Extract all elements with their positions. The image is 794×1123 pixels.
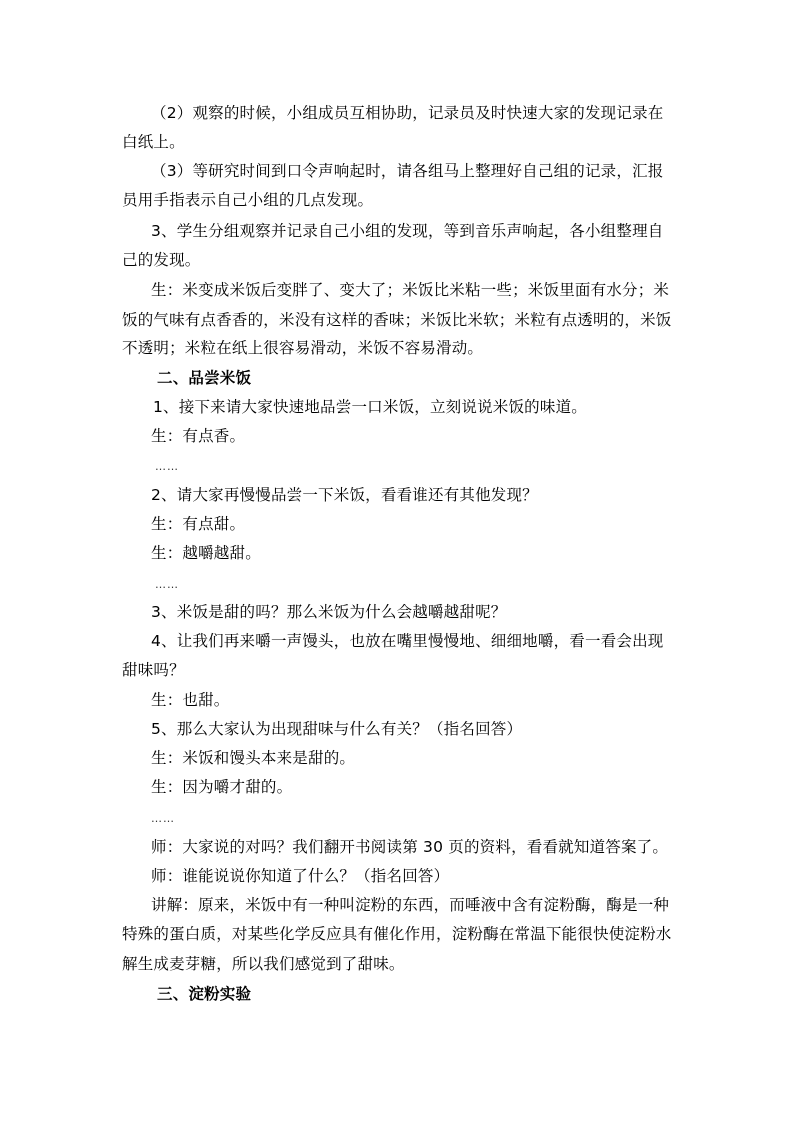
paragraph-line: 2、请大家再慢慢品尝一下米饭，看看谁还有其他发现？ xyxy=(151,486,538,504)
paragraph-line: 师：谁能说说你知道了什么？（指名回答） xyxy=(151,867,450,885)
paragraph-line: 生：也甜。 xyxy=(151,691,230,709)
paragraph-line: 讲解：原来，米饭中有一种叫淀粉的东西，而唾液中含有淀粉酶，酶是一种 xyxy=(151,896,670,914)
paragraph-line: 不透明；米粒在纸上很容易滑动，米饭不容易滑动。 xyxy=(122,339,484,357)
paragraph-line: 3、米饭是甜的吗？那么米饭为什么会越嚼越甜呢？ xyxy=(151,603,507,621)
paragraph-line: 4、让我们再来嚼一声馒头，也放在嘴里慢慢地、细细地嚼，看一看会出现 xyxy=(151,632,664,650)
paragraph-line: 特殊的蛋白质，对某些化学反应具有催化作用，淀粉酶在常温下能很快使淀粉水 xyxy=(122,925,672,943)
paragraph-line: 员用手指表示自己小组的几点发现。 xyxy=(122,191,374,209)
section-heading: 二、品尝米饭 xyxy=(157,369,252,387)
ellipsis: …… xyxy=(155,460,179,473)
paragraph-line: 白纸上。 xyxy=(122,133,185,151)
paragraph-line: （2）观察的时候，小组成员互相协助，记录员及时快速大家的发现记录在 xyxy=(151,104,664,122)
ellipsis: …… xyxy=(151,812,175,825)
paragraph-line: 生：有点香。 xyxy=(151,427,246,445)
paragraph-line: 3、学生分组观察并记录自己小组的发现，等到音乐声响起，各小组整理自 xyxy=(151,222,664,240)
paragraph-line: 师：大家说的对吗？我们翻开书阅读第 30 页的资料，看看就知道答案了。 xyxy=(151,838,669,856)
paragraph-line: 甜味吗？ xyxy=(122,661,185,679)
paragraph-line: 5、那么大家认为出现甜味与什么有关？（指名回答） xyxy=(151,720,523,738)
paragraph-line: 己的发现。 xyxy=(122,251,201,269)
ellipsis: …… xyxy=(155,578,179,591)
paragraph-line: 生：越嚼越甜。 xyxy=(151,544,261,562)
paragraph-line: （3）等研究时间到口令声响起时，请各组马上整理好自己组的记录，汇报 xyxy=(151,162,664,180)
paragraph-line: 生：因为嚼才甜的。 xyxy=(151,778,293,796)
paragraph-line: 饭的气味有点香香的，米没有这样的香味；米饭比米软；米粒有点透明的，米饭 xyxy=(122,311,672,329)
paragraph-line: 生：米饭和馒头本来是甜的。 xyxy=(151,749,356,767)
paragraph-line: 生：米变成米饭后变胖了、变大了；米饭比米粘一些；米饭里面有水分；米 xyxy=(151,281,670,299)
section-heading: 三、淀粉实验 xyxy=(157,985,252,1003)
paragraph-line: 生：有点甜。 xyxy=(151,515,246,533)
paragraph-line: 解生成麦芽糖，所以我们感觉到了甜味。 xyxy=(122,955,405,973)
paragraph-line: 1、接下来请大家快速地品尝一口米饭，立刻说说米饭的味道。 xyxy=(153,398,587,416)
